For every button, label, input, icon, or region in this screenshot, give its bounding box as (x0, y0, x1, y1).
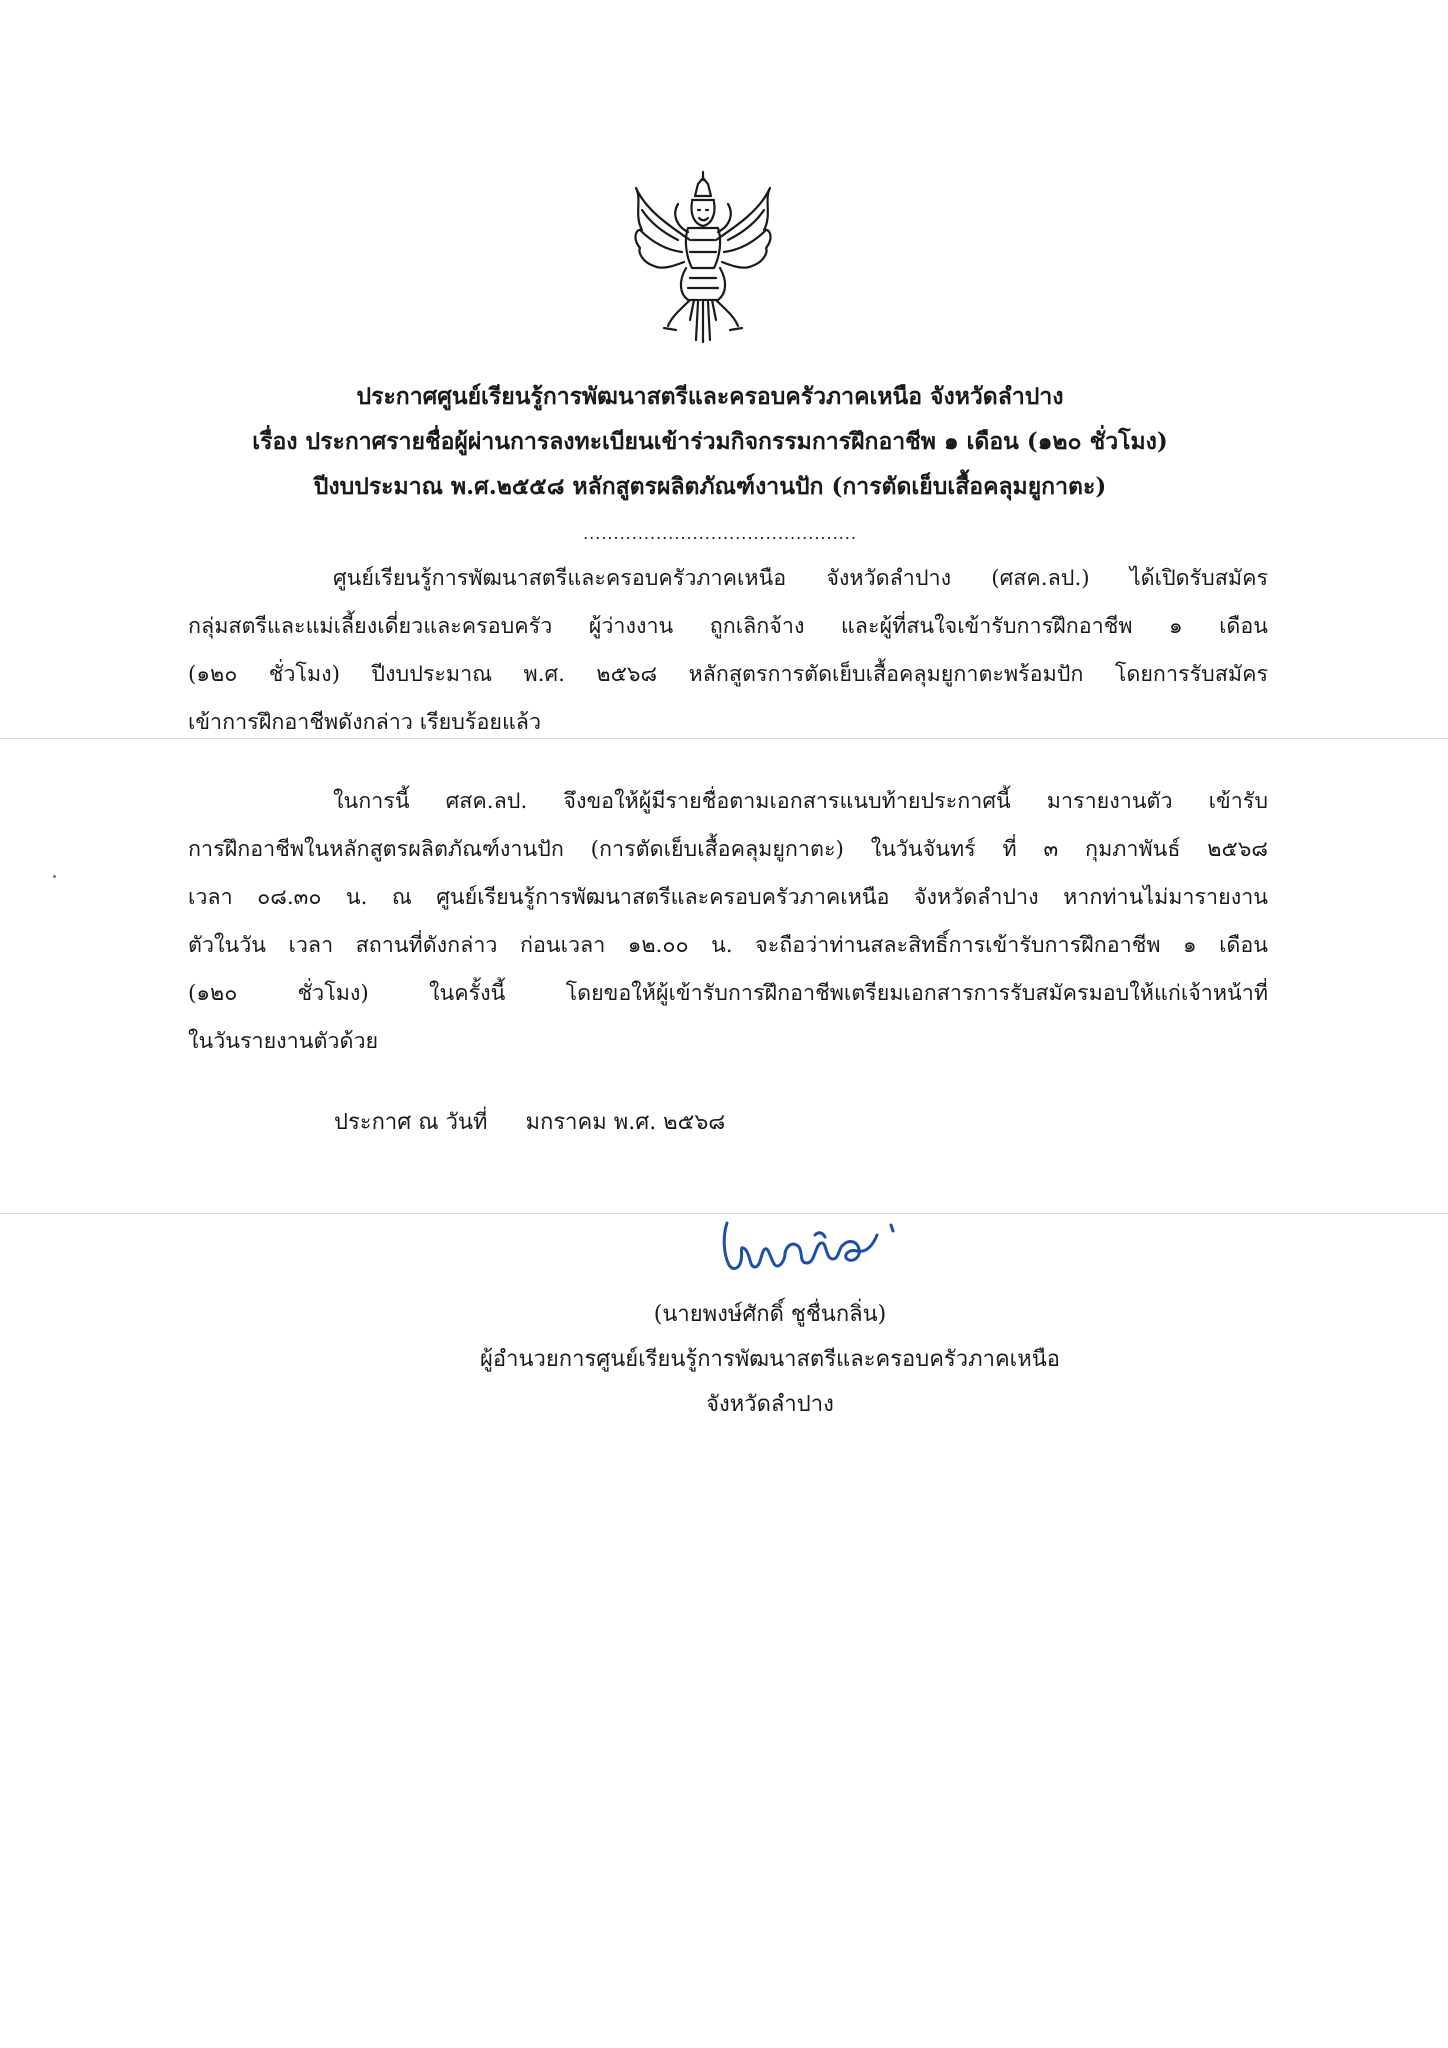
garuda-emblem (628, 170, 778, 345)
paragraph-line: การฝึกอาชีพในหลักสูตรผลิตภัณฑ์งานปัก (การตัดเย็บเสื้อคลุมยูกาตะ) ในวันจันทร์ ที่ ๓ กุมภาพันธ์ ๒๕๖๘ (188, 837, 1268, 862)
announcement-subtitle: ปีงบประมาณ พ.ศ.๒๕๕๘ หลักสูตรผลิตภัณฑ์งานปัก (การตัดเย็บเสื้อคลุมยูกาตะ) (313, 473, 1107, 500)
date-month-year: มกราคม พ.ศ. ๒๕๖๘ (525, 1110, 726, 1135)
announcement-subject: เรื่อง ประกาศรายชื่อผู้ผ่านการลงทะเบียนเข้าร่วมกิจกรรมการฝึกอาชีพ ๑ เดือน (๑๒๐ ชั่วโมง) (252, 428, 1168, 455)
paragraph-line: ตัวในวัน เวลา สถานที่ดังกล่าว ก่อนเวลา ๑๒.๐๐ น. จะถือว่าท่านสละสิทธิ์การเข้ารับการฝึกอาชีพ ๑ เดือน (188, 933, 1268, 958)
handwritten-signature (715, 1205, 915, 1295)
announcement-title: ประกาศศูนย์เรียนรู้การพัฒนาสตรีและครอบครัวภาคเหนือ จังหวัดลำปาง (356, 383, 1064, 410)
signer-name: (นายพงษ์ศักดิ์ ชูชื่นกลิ่น) (653, 1302, 887, 1327)
paragraph-line: กลุ่มสตรีและแม่เลี้ยงเดี่ยวและครอบครัว ผู้ว่างงาน ถูกเลิกจ้าง และผู้ที่สนใจเข้ารับการฝึกอาชีพ ๑ เดือน (188, 614, 1268, 639)
paragraph-registration (188, 555, 1268, 747)
signer-position: ผู้อำนวยการศูนย์เรียนรู้การพัฒนาสตรีและครอบครัวภาคเหนือ (480, 1347, 1060, 1372)
paragraph-line: ในวันรายงานตัวด้วย (188, 1029, 379, 1054)
signer-province: จังหวัดลำปาง (706, 1392, 834, 1417)
paragraph-line: ศูนย์เรียนรู้การพัฒนาสตรีและครอบครัวภาคเหนือ จังหวัดลำปาง (ศสค.ลป.) ได้เปิดรับสมัคร (333, 566, 1268, 591)
paragraph-line: เข้าการฝึกอาชีพดังกล่าว เรียบร้อยแล้ว (188, 710, 542, 735)
heading-separator: ............................................. (583, 524, 857, 543)
paragraph-report-instructions (188, 778, 1268, 1066)
paragraph-line: ในการนี้ ศสค.ลป. จึงขอให้ผู้มีรายชื่อตามเอกสารแนบท้ายประกาศนี้ มารายงานตัว เข้ารับ (333, 789, 1268, 814)
paragraph-line: (๑๒๐ ชั่วโมง) ในครั้งนี้ โดยขอให้ผู้เข้ารับการฝึกอาชีพเตรียมเอกสารการรับสมัครมอบให้แก่เจ้าหน้าที่ (188, 981, 1268, 1006)
scan-speck (53, 875, 56, 878)
paragraph-line: เวลา ๐๘.๓๐ น. ณ ศูนย์เรียนรู้การพัฒนาสตรีและครอบครัวภาคเหนือ จังหวัดลำปาง หากท่านไม่มารายงาน (188, 885, 1268, 910)
paragraph-line: (๑๒๐ ชั่วโมง) ปีงบประมาณ พ.ศ. ๒๕๖๘ หลักสูตรการตัดเย็บเสื้อคลุมยูกาตะพร้อมปัก โดยการรับสมัคร (188, 662, 1268, 687)
date-prefix: ประกาศ ณ วันที่ (334, 1110, 488, 1135)
announcement-date (334, 1104, 725, 1139)
